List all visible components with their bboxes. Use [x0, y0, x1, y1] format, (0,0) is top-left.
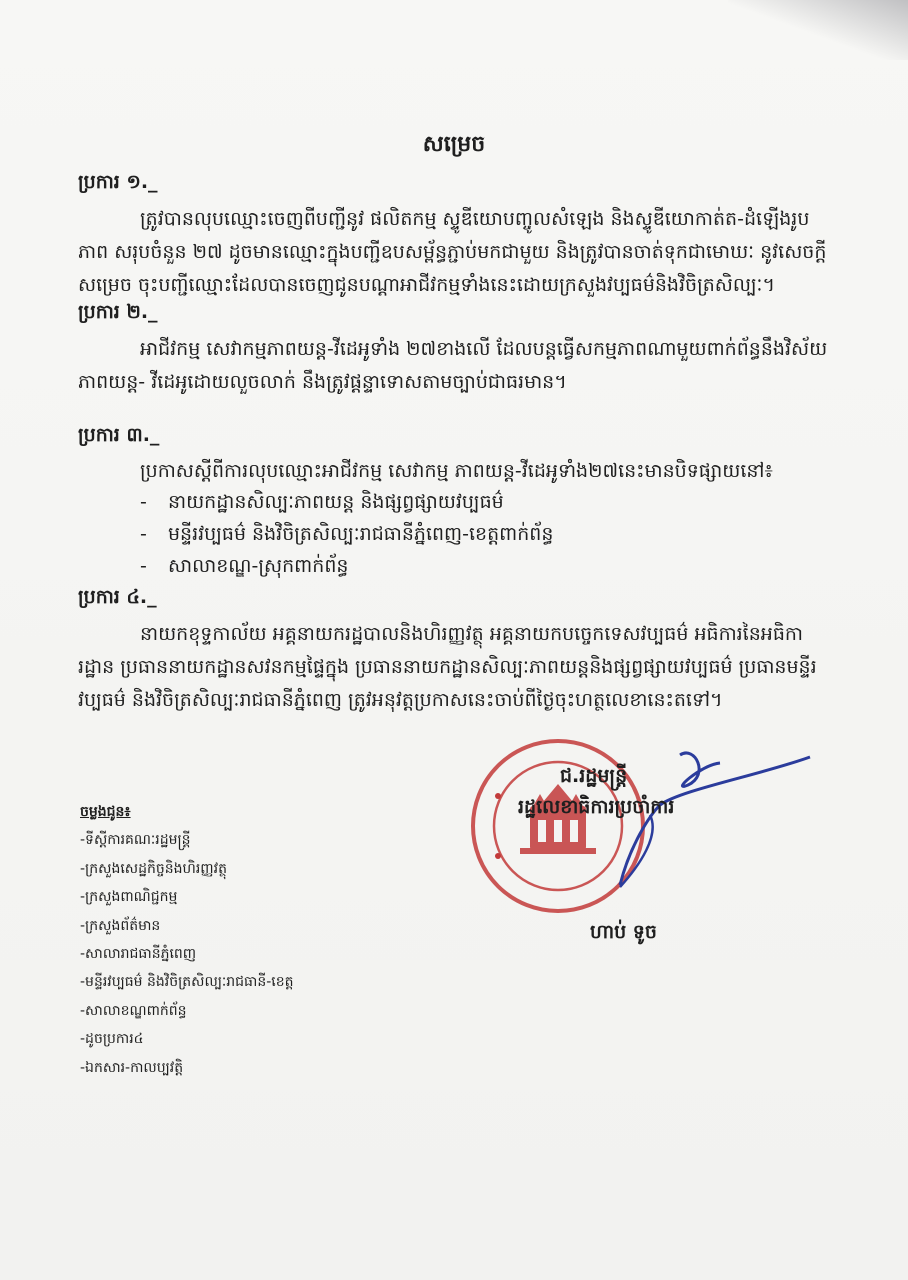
list-item: - មន្ទីរវប្បធម៌ និងវិចិត្រសិល្បៈរាជធានីភ្នំពេញ-ខេត្តពាក់ព័ន្ធ — [140, 518, 553, 550]
bullet-text: សាលាខណ្ឌ-ស្រុកពាក់ព័ន្ធ — [168, 555, 349, 577]
list-item: -ក្រសួងពាណិជ្ជកម្ម — [80, 889, 178, 906]
article-1-text — [78, 203, 830, 302]
article-2-body: អាជីវកម្ម សេវាកម្មភាពយន្ត-វីដេអូទាំង ២៧ខាងលើ ដែលបន្តធ្វើសកម្មភាពណាមួយពាក់ព័ន្ធនឹងវិស័យ ភាពយន្ត- វីដេអូដោយលួចលាក់ នឹងត្រូវផ្ដន្ទាទោសតាមច្បាប់ជាធរមាន។ — [78, 338, 828, 393]
list-item: - សាលាខណ្ឌ-ស្រុកពាក់ព័ន្ធ — [140, 550, 553, 582]
bullet-text: នាយកដ្ឋានសិល្បៈភាពយន្ត និងផ្សព្វផ្សាយវប្បធម៌ — [168, 491, 504, 513]
decision-heading: សម្រេច — [422, 132, 486, 157]
article-4-body: នាយកខុទ្ទកាល័យ អគ្គនាយករដ្ឋបាលនិងហិរញ្ញវត្ថុ អគ្គនាយកបច្ចេកទេសវប្បធម៌ អធិការនៃអធិការដ្ឋាន ប្រធាននាយកដ្ឋានសវនកម្មផ្ទៃក្នុង ប្រធាននាយកដ្ឋានសិល្បៈភាពយន្តនិងផ្សព្វផ្សាយវប្បធម៌ ប្រធានមន្ទីរវប្បធម៌ និងវិចិត្រសិល្បៈរាជធានីភ្នំពេញ ត្រូវអនុវត្តប្រកាសនេះចាប់ពីថ្ងៃចុះហត្ថលេខានេះតទៅ។ — [78, 623, 817, 711]
signatory-minister-label: ជ.រដ្ឋមន្ត្រី — [560, 765, 628, 787]
list-item: -ដូចប្រការ៤ — [80, 1031, 144, 1048]
article-4-text — [78, 618, 830, 717]
list-item: -ឯកសារ-កាលប្បវត្តិ — [80, 1059, 184, 1076]
article-3-bullets — [140, 486, 553, 582]
list-item: -ទីស្ដីការគណៈរដ្ឋមន្ត្រី — [80, 832, 191, 849]
article-3-body: ប្រកាសស្ដីពីការលុបឈ្មោះអាជីវកម្ម សេវាកម្ម ភាពយន្ត-វីដេអូទាំង២៧នេះមានបិទផ្សាយនៅ៖ — [140, 460, 773, 482]
article-3-text — [78, 455, 830, 488]
article-2-text — [78, 333, 830, 399]
signatory-name: ហាប់ ទូច — [590, 921, 657, 943]
list-item: -សាលាខណ្ឌពាក់ព័ន្ធ — [80, 1002, 187, 1019]
signatory-title: រដ្ឋលេខាធិការប្រចាំការ — [518, 796, 675, 818]
article-1-title: ប្រការ ១._ — [78, 171, 158, 193]
list-item: - នាយកដ្ឋានសិល្បៈភាពយន្ត និងផ្សព្វផ្សាយវប្បធម៌ — [140, 486, 553, 518]
article-3-title: ប្រការ ៣._ — [78, 424, 160, 446]
article-4-title: ប្រការ ៤._ — [78, 586, 157, 608]
bullet-text: មន្ទីរវប្បធម៌ និងវិចិត្រសិល្បៈរាជធានីភ្នំពេញ-ខេត្តពាក់ព័ន្ធ — [168, 523, 554, 545]
article-1-body: ត្រូវបានលុបឈ្មោះចេញពីបញ្ជីនូវ ផលិតកម្ម ស្ទូឌីយោបញ្ចូលសំឡេង និងស្ទូឌីយោកាត់ត-ដំឡើងរូបភាព សរុបចំនួន ២៧ ដូចមានឈ្មោះក្នុងបញ្ជីឧបសម្ព័ន្ធភ្ជាប់មកជាមួយ និងត្រូវបានចាត់ទុកជាមោឃៈ នូវសេចក្ដីសម្រេច ចុះបញ្ជីឈ្មោះដែលបានចេញជូនបណ្ដាអាជីវកម្មទាំងនេះដោយក្រសួងវប្បធម៌និងវិចិត្រសិល្បៈ។ — [78, 208, 827, 296]
list-item: -ក្រសួងព័ត៌មាន — [80, 917, 161, 934]
list-item: -ក្រសួងសេដ្ឋកិច្ចនិងហិរញ្ញវត្ថុ — [80, 860, 227, 877]
article-2-title: ប្រការ ២._ — [78, 301, 158, 323]
list-item: -មន្ទីរវប្បធម៌ និងវិចិត្រសិល្បៈរាជធានី-ខេត្ត — [80, 974, 294, 991]
cc-title: ចម្លងជូន៖ — [80, 804, 131, 820]
page-corner-shadow — [728, 0, 908, 60]
list-item: -សាលារាជធានីភ្នំពេញ — [80, 946, 197, 963]
cc-list — [80, 798, 294, 1082]
